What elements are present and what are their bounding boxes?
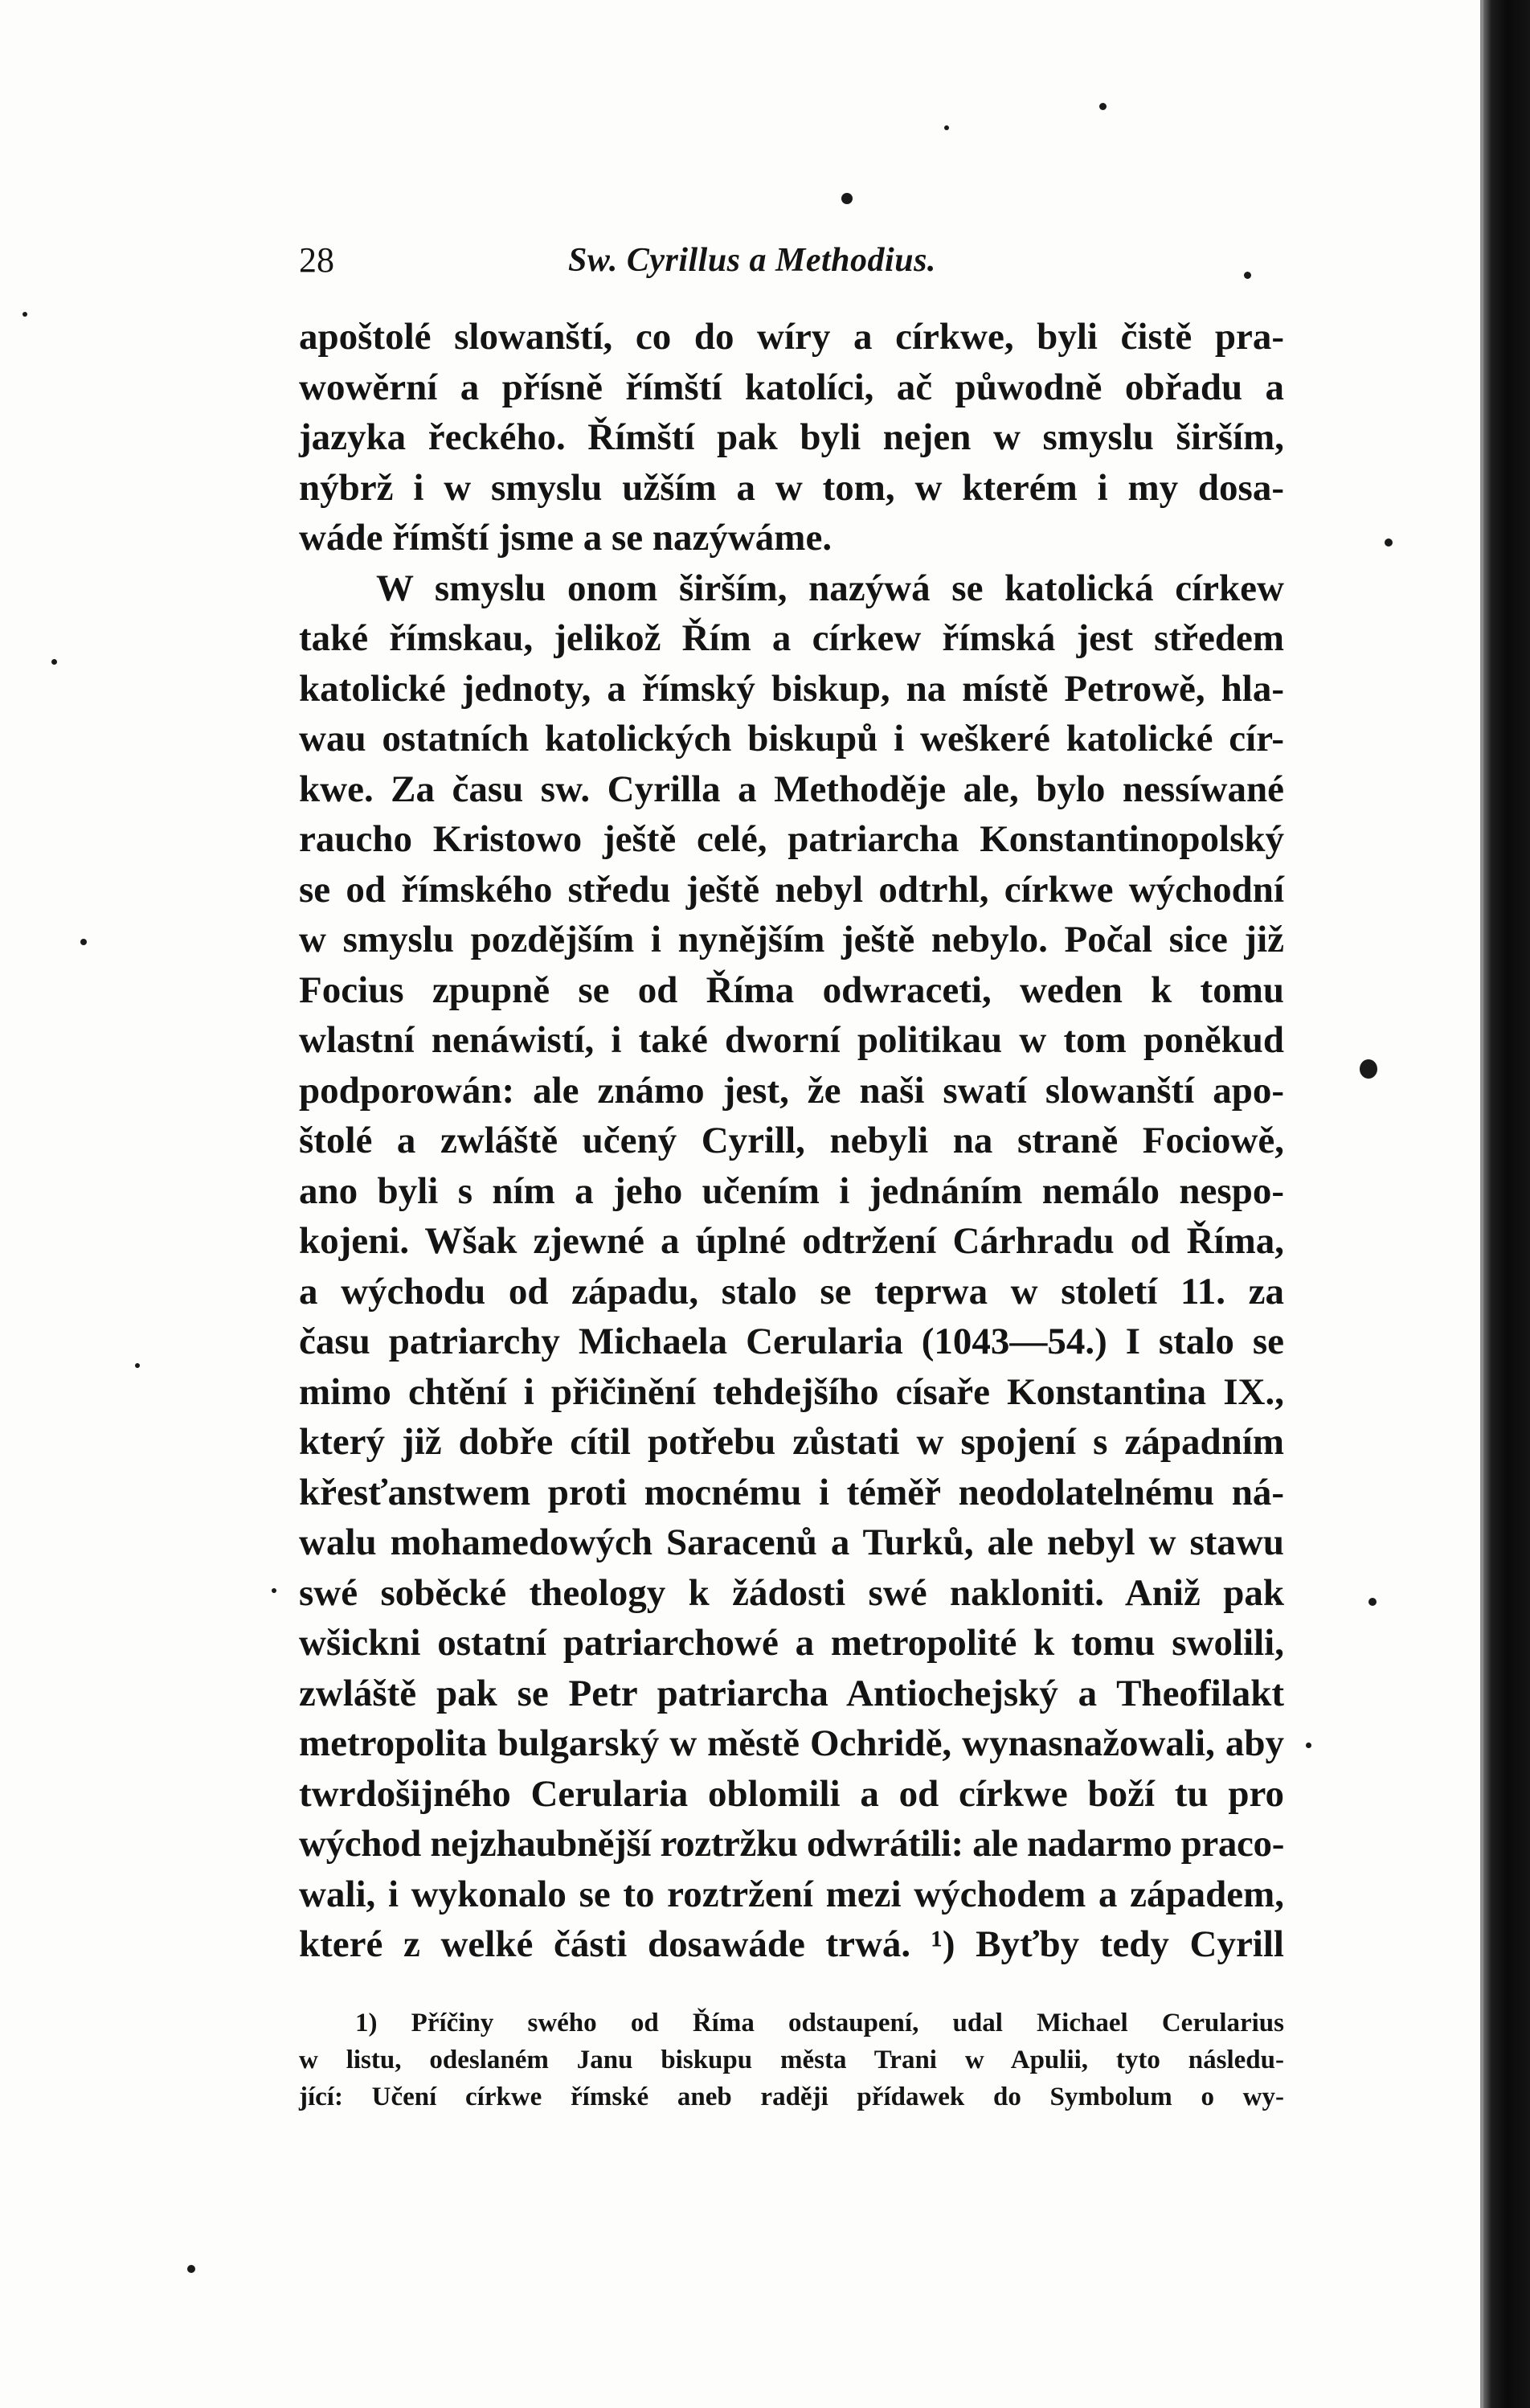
- scan-speck: [1244, 272, 1251, 279]
- body-line: W smyslu onom širším, nazýwá se katolická církew: [376, 567, 1284, 609]
- footnote-line: 1) Příčiny swého od Říma odstaupení, udal Michael Cerularius: [355, 2009, 1284, 2037]
- body-line: který již dobře cítil potřebu zůstati w spojení s západním: [299, 1421, 1284, 1463]
- body-line: wau ostatních katolických biskupů i weškeré katolické cír-: [299, 718, 1284, 760]
- body-line: wowěrní a přísně římští katolíci, ač půwodně obřadu a: [299, 366, 1284, 408]
- body-text: [299, 312, 1284, 1970]
- footnote-line: w listu, odeslaném Janu biskupu města Trani w Apulii, tyto následu-: [299, 2046, 1284, 2074]
- scan-speck: [80, 939, 87, 945]
- body-line: katolické jednoty, a římský biskup, na místě Petrowě, hla-: [299, 667, 1284, 710]
- body-line: ano byli s ním a jeho učením i jednáním nemálo nespo-: [299, 1169, 1284, 1212]
- body-line: kwe. Za času sw. Cyrilla a Methoděje ale, bylo nessíwané: [299, 768, 1284, 810]
- scan-speck: [841, 193, 853, 204]
- scan-speck: [135, 1363, 140, 1368]
- scan-speck: [1360, 1059, 1377, 1079]
- body-line: štolé a zwláště učený Cyrill, nebyli na straně Fociowě,: [299, 1120, 1284, 1161]
- footnote: [299, 2005, 1284, 2115]
- body-line: wáde římští jsme a se nazýwáme.: [299, 517, 832, 559]
- scan-speck: [51, 659, 57, 665]
- body-line: wšickni ostatní patriarchowé a metropolité k tomu swolili,: [299, 1622, 1284, 1664]
- scan-speck: [944, 125, 949, 130]
- body-line: mimo chtění i přičinění tehdejšího císaře Konstantina IX.,: [299, 1370, 1284, 1413]
- body-line: zwláště pak se Petr patriarcha Antiochejský a Theofilakt: [299, 1672, 1284, 1714]
- body-line: wlastní nenáwistí, i také dworní politikau w tom poněkud: [299, 1019, 1284, 1061]
- scan-speck: [1306, 1743, 1311, 1748]
- body-line: w smyslu pozdějším i nynějším ještě nebylo. Počal sice již: [299, 919, 1284, 960]
- body-line: wali, i wykonalo se to roztržení mezi wýchodem a západem,: [299, 1873, 1284, 1915]
- body-line: podporowán: ale známo jest, že naši swatí slowanští apo-: [299, 1069, 1284, 1112]
- scan-speck: [1385, 539, 1393, 547]
- body-line: času patriarchy Michaela Cerularia (1043—54.) I stalo se: [299, 1321, 1284, 1362]
- footnote-line: jící: Učení církwe římské aneb raději přídawek do Symbolum o wy-: [299, 2082, 1284, 2111]
- body-line: wýchod nejzhaubnější roztržku odwrátili: ale nadarmo praco-: [299, 1823, 1284, 1865]
- page-number: 28: [299, 240, 334, 280]
- body-line: Focius zpupně se od Říma odwraceti, weden k tomu: [299, 969, 1284, 1011]
- running-head: [299, 236, 1287, 285]
- body-line: které z welké části dosawáde trwá. ¹) Byťby tedy Cyrill: [299, 1923, 1284, 1965]
- body-line: jazyka řeckého. Římští pak byli nejen w smyslu širším,: [299, 416, 1284, 458]
- body-line: walu mohamedowých Saracenů a Turků, ale nebyl w stawu: [299, 1521, 1284, 1563]
- body-line: se od římského středu ještě nebyl odtrhl, církwe wýchodní: [299, 868, 1284, 911]
- body-line: twrdošijného Cerularia oblomili a od církwe boží tu pro: [299, 1772, 1284, 1815]
- scan-speck: [22, 312, 27, 317]
- body-line: swé soběcké theology k žádosti swé nakloniti. Aniž pak: [299, 1571, 1284, 1614]
- body-line: a wýchodu od západu, stalo se teprwa w století 11. za: [299, 1270, 1284, 1313]
- scan-speck: [1099, 103, 1107, 110]
- body-line: kojeni. Wšak zjewné a úplné odtržení Cárhradu od Říma,: [299, 1220, 1284, 1262]
- scan-speck: [187, 2265, 195, 2273]
- body-line: nýbrž i w smyslu užším a w tom, w kterém i my dosa-: [299, 466, 1284, 509]
- body-line: apoštolé slowanští, co do wíry a církwe, byli čistě pra-: [299, 316, 1284, 358]
- body-line: metropolita bulgarský w městě Ochridě, wynasnažowali, aby: [299, 1722, 1284, 1764]
- body-line: křesťanstwem proti mocnému i téměř neodolatelnému ná-: [299, 1471, 1284, 1513]
- scan-speck: [272, 1588, 276, 1593]
- running-title: Sw. Cyrillus a Methodius.: [568, 242, 936, 279]
- body-line: také římskau, jelikož Řím a církew římská jest středem: [299, 617, 1284, 659]
- scan-dark-edge: [1483, 0, 1530, 2408]
- scan-speck: [1368, 1598, 1377, 1606]
- body-line: raucho Kristowo ještě celé, patriarcha Konstantinopolský: [299, 818, 1284, 860]
